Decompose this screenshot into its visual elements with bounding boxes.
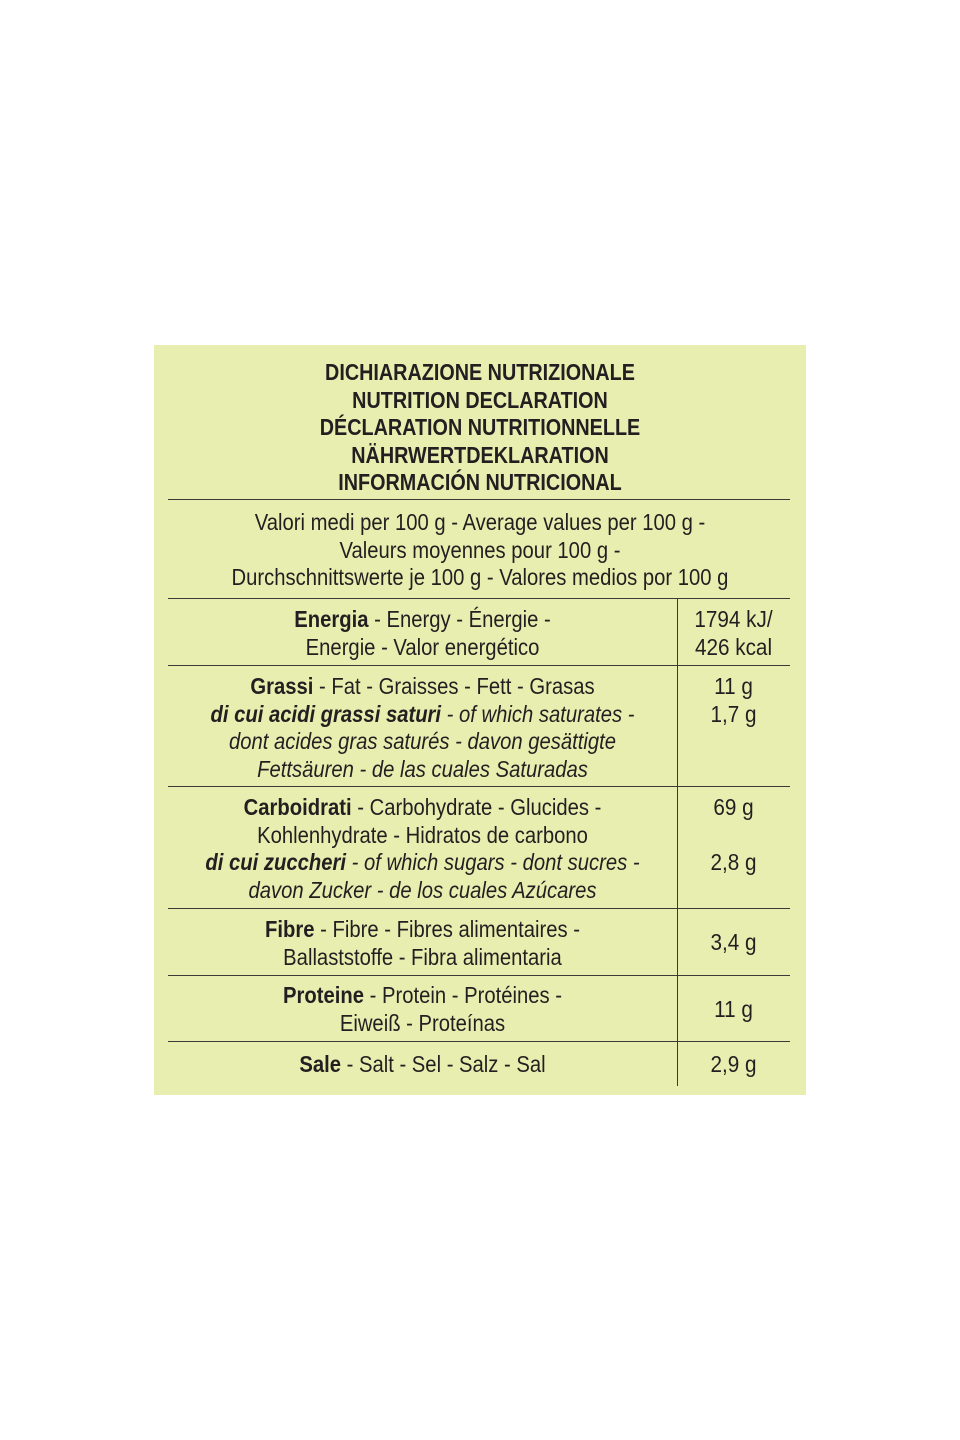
saturates-translations: - of which saturates - bbox=[441, 700, 635, 727]
title-french: DÉCLARATION NUTRITIONNELLE bbox=[319, 414, 641, 440]
protein-amount: 11 g bbox=[714, 996, 753, 1022]
fibre-name: Fibre bbox=[265, 916, 315, 942]
divider bbox=[168, 975, 790, 976]
fibre-label bbox=[168, 916, 677, 971]
fat-name: Grassi bbox=[250, 673, 314, 699]
protein-translations: Eiweiß - Proteínas bbox=[339, 1009, 506, 1036]
carbohydrate-label bbox=[168, 794, 677, 904]
energy-translations: Energie - Valor energético bbox=[305, 633, 540, 660]
saturates-name: di cui acidi grassi saturi bbox=[210, 700, 442, 727]
title-spanish: INFORMACIÓN NUTRICIONAL bbox=[338, 469, 622, 495]
saturates-translations: Fettsäuren - de las cuales Saturadas bbox=[257, 755, 588, 782]
column-divider bbox=[677, 598, 678, 1086]
sugars-name: di cui zuccheri bbox=[205, 849, 346, 875]
protein-name: Proteine bbox=[283, 982, 365, 1008]
title-english: NUTRITION DECLARATION bbox=[352, 386, 608, 413]
salt-label bbox=[168, 1051, 677, 1079]
sugars-translations: davon Zucker - de los cuales Azúcares bbox=[248, 876, 597, 903]
divider bbox=[168, 499, 790, 500]
salt-amount: 2,9 g bbox=[710, 1051, 757, 1077]
salt-value bbox=[677, 1051, 790, 1079]
carbohydrate-value bbox=[677, 794, 790, 877]
carbohydrate-amount: 69 g bbox=[713, 794, 754, 820]
average-values-note bbox=[193, 509, 767, 592]
protein-label bbox=[168, 982, 677, 1037]
energy-kcal: 426 kcal bbox=[694, 633, 773, 660]
title-german: NÄHRWERTDEKLARATION bbox=[351, 441, 609, 468]
energy-value bbox=[677, 606, 790, 661]
intro-line: Valori medi per 100 g - Average values per 100 g - bbox=[254, 509, 706, 535]
salt-translations: - Salt - Sel - Salz - Sal bbox=[340, 1051, 546, 1077]
fat-label bbox=[168, 673, 677, 783]
divider bbox=[168, 598, 790, 599]
carbohydrate-translations: Kohlenhydrate - Hidratos de carbono bbox=[257, 821, 588, 848]
carbohydrate-translations: - Carbohydrate - Glucides - bbox=[351, 794, 602, 820]
divider bbox=[168, 665, 790, 666]
energy-label bbox=[168, 606, 677, 661]
fibre-amount: 3,4 g bbox=[710, 929, 757, 955]
title-italian: DICHIARAZIONE NUTRIZIONALE bbox=[325, 359, 635, 385]
fat-amount: 11 g bbox=[714, 673, 753, 699]
divider bbox=[168, 908, 790, 909]
fat-value bbox=[677, 673, 790, 728]
energy-translations: - Energy - Énergie - bbox=[368, 606, 551, 632]
divider bbox=[168, 1041, 790, 1042]
protein-value bbox=[677, 996, 790, 1024]
energy-name: Energia bbox=[294, 606, 369, 632]
saturates-translations: dont acides gras saturés - davon gesättigte bbox=[228, 728, 617, 754]
sugars-amount: 2,8 g bbox=[710, 849, 757, 875]
nutrition-label bbox=[154, 345, 806, 1095]
protein-translations: - Protein - Protéines - bbox=[364, 982, 562, 1008]
nutrition-title bbox=[200, 359, 761, 497]
intro-line: Valeurs moyennes pour 100 g - bbox=[339, 536, 621, 563]
salt-name: Sale bbox=[299, 1051, 341, 1077]
energy-kj: 1794 kJ/ bbox=[694, 606, 773, 632]
intro-line: Durchschnittswerte je 100 g - Valores medios por 100 g bbox=[231, 564, 729, 590]
carbohydrate-name: Carboidrati bbox=[243, 794, 352, 820]
fibre-translations: - Fibre - Fibres alimentaires - bbox=[314, 916, 580, 942]
fat-translations: - Fat - Graisses - Fett - Grasas bbox=[313, 673, 595, 699]
divider bbox=[168, 786, 790, 787]
fibre-translations: Ballaststoffe - Fibra alimentaria bbox=[283, 943, 562, 970]
fibre-value bbox=[677, 929, 790, 957]
sugars-translations: - of which sugars - dont sucres - bbox=[345, 849, 640, 875]
saturates-amount: 1,7 g bbox=[710, 700, 757, 727]
